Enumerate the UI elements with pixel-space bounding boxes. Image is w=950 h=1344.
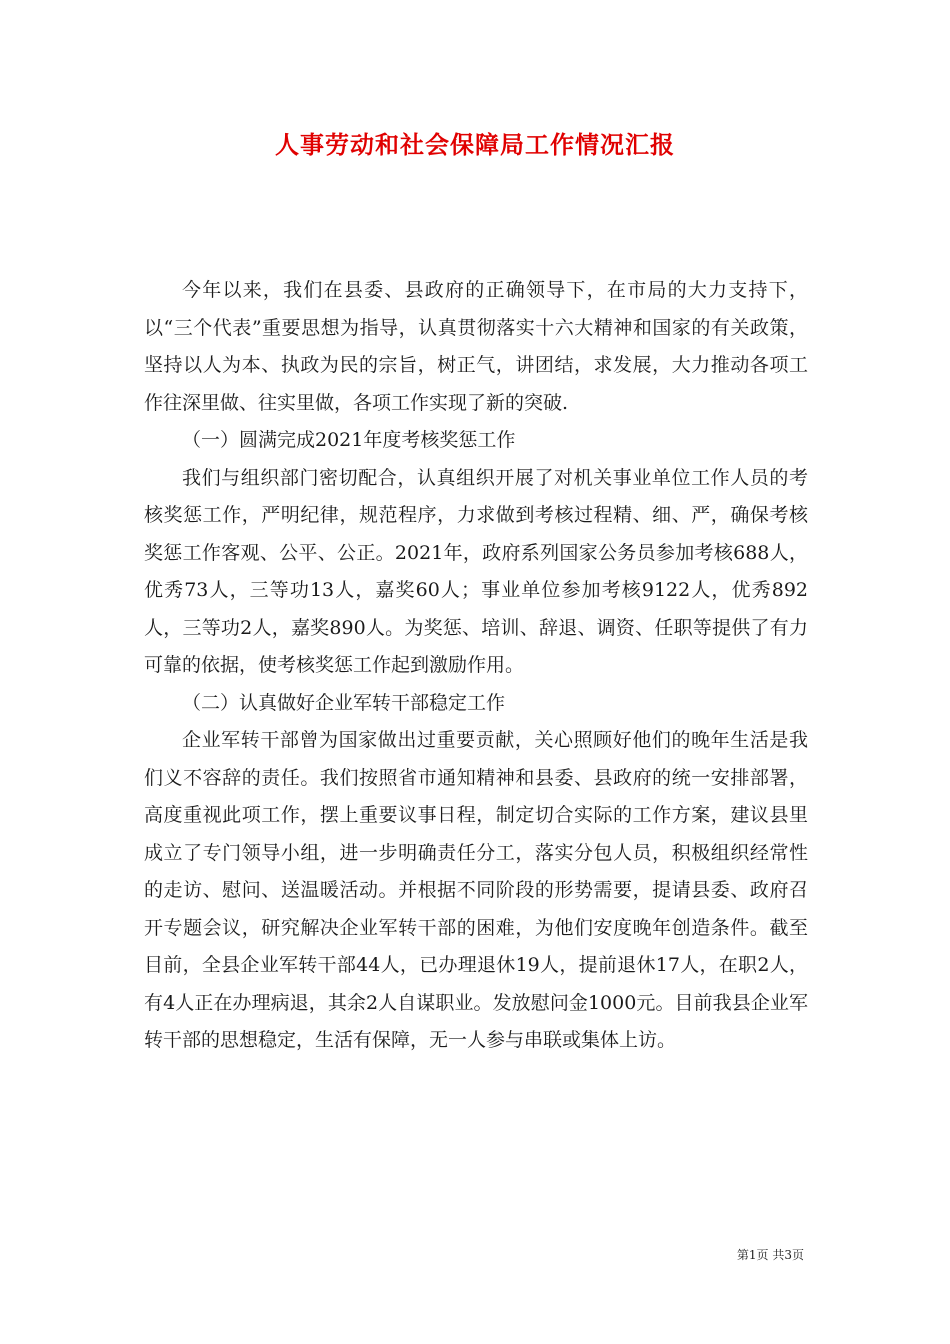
section-heading-1: （一）圆满完成2021年度考核奖惩工作 — [182, 429, 516, 451]
section-heading-2: （二）认真做好企业军转干部稳定工作 — [182, 691, 506, 714]
page-number: 第1页 共3页 — [736, 1248, 804, 1262]
document-title: 人事劳动和社会保障局工作情况汇报 — [275, 130, 675, 159]
paragraph-section-2: 企业军转干部曾为国家做出过重要贡献，关心照顾好他们的晚年生活是我们义不容辞的责任。我们按照省市通知精神和县委、县政府的统一安排部署，高度重视此项工作，摆上重要议事日程，制定切合实际的工作方案，建议县里成立了专门领导小组，进一步明确责任分工，落实分包人员，积极组织经常性的走访、慰问、送温暖活动。并根据不同阶段的形势需要，提请县委、政府召开专题会议，研究解决企业军转干部的困难，为他们安度晚年创造条件。截至目前，全县企业军转干部44人，已办理退休19人，提前退休17人，在职2人，有4人正在办理病退，其余2人自谋职业。发放慰问金1000元。目前我县企业军转干部的思想稳定，生活有保障，无一人参与串联或集体上访。 — [144, 729, 808, 1051]
document-body — [144, 272, 808, 1060]
paragraph-section-1: 我们与组织部门密切配合，认真组织开展了对机关事业单位工作人员的考核奖惩工作，严明纪律，规范程序，力求做到考核过程精、细、严，确保考核奖惩工作客观、公平、公正。2021年，政府系列国家公务员参加考核688人，优秀73人，三等功13人，嘉奖60人；事业单位参加考核9122人，优秀892人，三等功2人，嘉奖890人。为奖惩、培训、辞退、调资、任职等提供了有力可靠的依据，使考核奖惩工作起到激励作用。 — [144, 466, 808, 676]
paragraph-intro: 今年以来，我们在县委、县政府的正确领导下，在市局的大力支持下，以“三个代表”重要思想为指导，认真贯彻落实十六大精神和国家的有关政策，坚持以人为本、执政为民的宗旨，树正气，讲团结，求发展，大力推动各项工作往深里做、往实里做，各项工作实现了新的突破. — [144, 279, 808, 414]
